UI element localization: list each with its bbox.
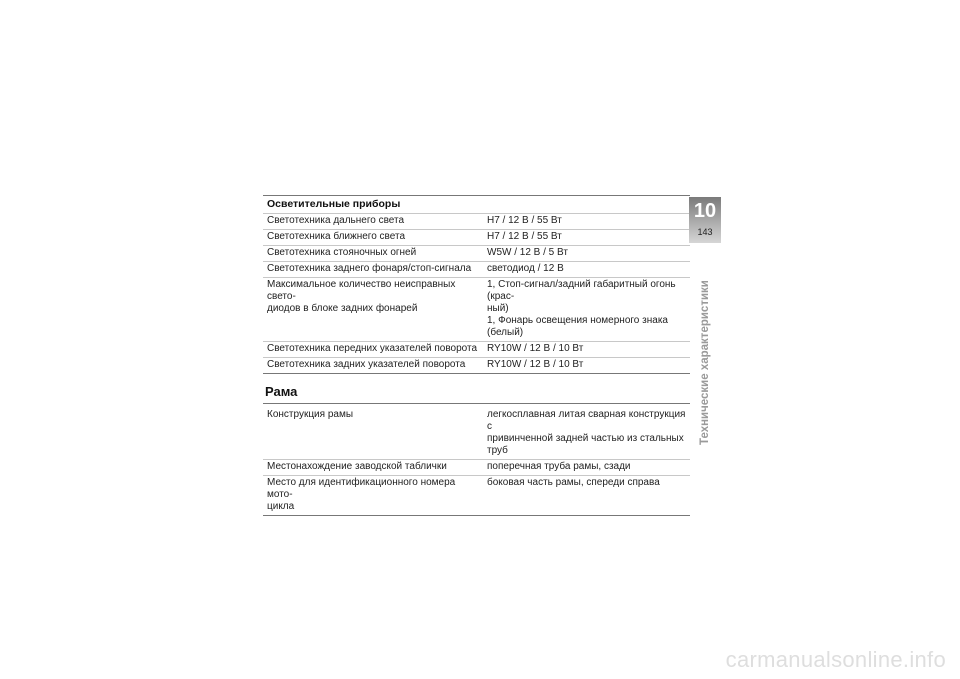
table-row bbox=[263, 342, 690, 358]
table-row bbox=[263, 214, 690, 230]
spec-value: H7 / 12 В / 55 Вт bbox=[483, 214, 690, 230]
table-row bbox=[263, 278, 690, 342]
table-row bbox=[263, 476, 690, 516]
spec-key: Светотехника дальнего света bbox=[263, 214, 483, 230]
spec-page bbox=[263, 195, 690, 516]
table-row bbox=[263, 358, 690, 374]
lighting-table bbox=[263, 213, 690, 374]
watermark: carmanualsonline.info bbox=[725, 647, 946, 672]
spec-key: Светотехника стояночных огней bbox=[263, 246, 483, 262]
table-row bbox=[263, 404, 690, 460]
table-row bbox=[263, 230, 690, 246]
page-number: 143 bbox=[697, 227, 713, 237]
spec-key: Светотехника ближнего света bbox=[263, 230, 483, 246]
spec-key: Светотехника передних указателей поворота bbox=[263, 342, 483, 358]
lighting-section-title: Осветительные приборы bbox=[263, 195, 690, 213]
frame-table bbox=[263, 403, 690, 516]
spec-key: Местонахождение заводской таблички bbox=[263, 460, 483, 476]
spec-key: Светотехника задних указателей поворота bbox=[263, 358, 483, 374]
spec-value: H7 / 12 В / 55 Вт bbox=[483, 230, 690, 246]
chapter-number: 10 bbox=[693, 200, 717, 222]
frame-section-title: Рама bbox=[265, 384, 298, 399]
spec-key: Светотехника заднего фонаря/стоп-сигнала bbox=[263, 262, 483, 278]
table-row bbox=[263, 246, 690, 262]
spec-value: RY10W / 12 В / 10 Вт bbox=[483, 358, 690, 374]
spec-value: RY10W / 12 В / 10 Вт bbox=[483, 342, 690, 358]
spec-key: Максимальное количество неисправных свето- диодов в блоке задних фонарей bbox=[263, 278, 483, 342]
chapter-tab bbox=[689, 197, 721, 243]
spec-key: Конструкция рамы bbox=[263, 404, 483, 460]
spec-value: поперечная труба рамы, сзади bbox=[483, 460, 690, 476]
spec-value: легкосплавная литая сварная конструкция с привинченной задней частью из стальных труб bbox=[483, 404, 690, 460]
table-row bbox=[263, 460, 690, 476]
table-row bbox=[263, 262, 690, 278]
spec-value: светодиод / 12 В bbox=[483, 262, 690, 278]
spec-value: боковая часть рамы, спереди справа bbox=[483, 476, 690, 516]
section-title-vertical: Технические характеристики bbox=[699, 280, 711, 445]
spec-value: W5W / 12 В / 5 Вт bbox=[483, 246, 690, 262]
spec-key: Место для идентификационного номера мото- цикла bbox=[263, 476, 483, 516]
spec-value: 1, Стоп-сигнал/задний габаритный огонь (крас- ный) 1, Фонарь освещения номерного знака (белый) bbox=[483, 278, 690, 342]
